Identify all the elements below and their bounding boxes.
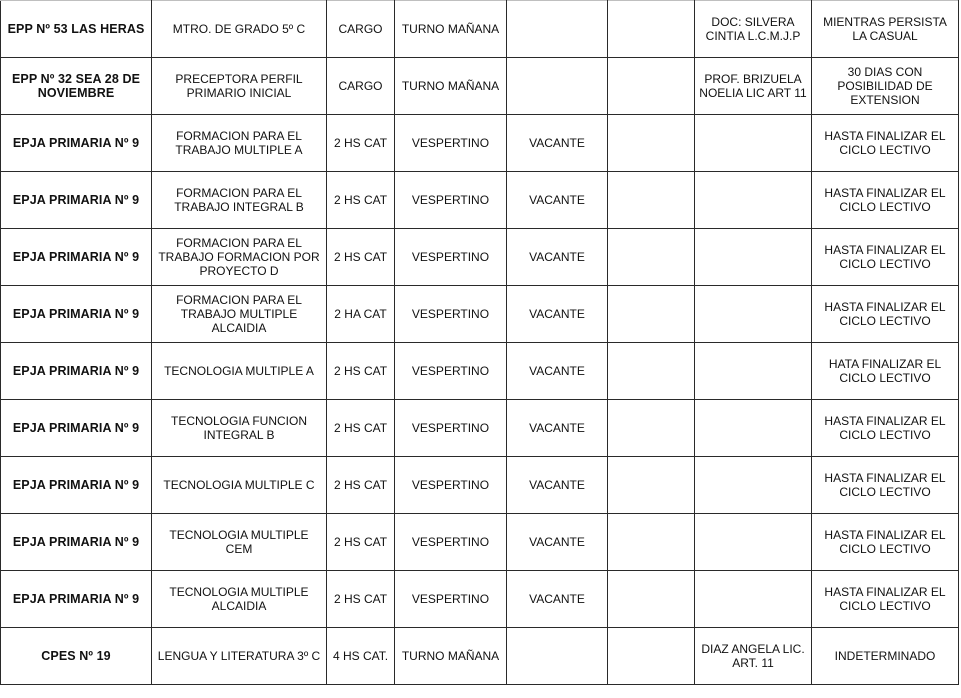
duration-cell: HASTA FINALIZAR EL CICLO LECTIVO bbox=[812, 457, 959, 514]
holder-cell: PROF. BRIZUELA NOELIA LIC ART 11 bbox=[695, 58, 812, 115]
school-cell: EPP Nº 32 SEA 28 DE NOVIEMBRE bbox=[1, 58, 152, 115]
status-cell bbox=[507, 1, 608, 58]
holder-cell bbox=[695, 571, 812, 628]
status-cell: VACANTE bbox=[507, 286, 608, 343]
shift-cell: TURNO MAÑANA bbox=[395, 1, 507, 58]
duration-cell: HATA FINALIZAR EL CICLO LECTIVO bbox=[812, 343, 959, 400]
extra-cell bbox=[608, 58, 695, 115]
school-cell: EPJA PRIMARIA Nº 9 bbox=[1, 514, 152, 571]
position-cell: FORMACION PARA EL TRABAJO INTEGRAL B bbox=[152, 172, 327, 229]
school-cell: EPJA PRIMARIA Nº 9 bbox=[1, 343, 152, 400]
type-cell: CARGO bbox=[327, 58, 395, 115]
holder-cell bbox=[695, 514, 812, 571]
shift-cell: VESPERTINO bbox=[395, 514, 507, 571]
extra-cell bbox=[608, 514, 695, 571]
holder-cell bbox=[695, 115, 812, 172]
holder-cell bbox=[695, 343, 812, 400]
extra-cell bbox=[608, 400, 695, 457]
table-row bbox=[1, 286, 959, 343]
table-row bbox=[1, 58, 959, 115]
type-cell: 2 HS CAT bbox=[327, 514, 395, 571]
shift-cell: VESPERTINO bbox=[395, 115, 507, 172]
shift-cell: VESPERTINO bbox=[395, 457, 507, 514]
status-cell bbox=[507, 58, 608, 115]
shift-cell: VESPERTINO bbox=[395, 172, 507, 229]
holder-cell: DIAZ ANGELA LIC. ART. 11 bbox=[695, 628, 812, 685]
status-cell: VACANTE bbox=[507, 343, 608, 400]
shift-cell: VESPERTINO bbox=[395, 400, 507, 457]
shift-cell: VESPERTINO bbox=[395, 343, 507, 400]
school-cell: EPJA PRIMARIA Nº 9 bbox=[1, 286, 152, 343]
holder-cell bbox=[695, 457, 812, 514]
position-cell: FORMACION PARA EL TRABAJO MULTIPLE ALCAIDIA bbox=[152, 286, 327, 343]
table-row bbox=[1, 1, 959, 58]
shift-cell: TURNO MAÑANA bbox=[395, 58, 507, 115]
type-cell: 2 HS CAT bbox=[327, 172, 395, 229]
extra-cell bbox=[608, 457, 695, 514]
duration-cell: INDETERMINADO bbox=[812, 628, 959, 685]
type-cell: 2 HS CAT bbox=[327, 229, 395, 286]
status-cell: VACANTE bbox=[507, 457, 608, 514]
holder-cell bbox=[695, 172, 812, 229]
school-cell: EPJA PRIMARIA Nº 9 bbox=[1, 229, 152, 286]
holder-cell bbox=[695, 286, 812, 343]
position-cell: FORMACION PARA EL TRABAJO MULTIPLE A bbox=[152, 115, 327, 172]
table-row bbox=[1, 514, 959, 571]
type-cell: 2 HA CAT bbox=[327, 286, 395, 343]
table-row bbox=[1, 229, 959, 286]
table-row bbox=[1, 571, 959, 628]
table-row bbox=[1, 400, 959, 457]
school-cell: EPJA PRIMARIA Nº 9 bbox=[1, 115, 152, 172]
duration-cell: 30 DIAS CON POSIBILIDAD DE EXTENSION bbox=[812, 58, 959, 115]
table-row bbox=[1, 172, 959, 229]
table-row bbox=[1, 115, 959, 172]
position-cell: TECNOLOGIA FUNCION INTEGRAL B bbox=[152, 400, 327, 457]
duration-cell: HASTA FINALIZAR EL CICLO LECTIVO bbox=[812, 286, 959, 343]
position-cell: TECNOLOGIA MULTIPLE C bbox=[152, 457, 327, 514]
extra-cell bbox=[608, 1, 695, 58]
school-cell: EPJA PRIMARIA Nº 9 bbox=[1, 400, 152, 457]
extra-cell bbox=[608, 172, 695, 229]
extra-cell bbox=[608, 571, 695, 628]
status-cell: VACANTE bbox=[507, 514, 608, 571]
type-cell: 2 HS CAT bbox=[327, 400, 395, 457]
shift-cell: TURNO MAÑANA bbox=[395, 628, 507, 685]
extra-cell bbox=[608, 628, 695, 685]
position-cell: TECNOLOGIA MULTIPLE CEM bbox=[152, 514, 327, 571]
extra-cell bbox=[608, 343, 695, 400]
duration-cell: HASTA FINALIZAR EL CICLO LECTIVO bbox=[812, 115, 959, 172]
status-cell: VACANTE bbox=[507, 571, 608, 628]
type-cell: 2 HS CAT bbox=[327, 571, 395, 628]
position-cell: PRECEPTORA PERFIL PRIMARIO INICIAL bbox=[152, 58, 327, 115]
shift-cell: VESPERTINO bbox=[395, 229, 507, 286]
extra-cell bbox=[608, 229, 695, 286]
school-cell: CPES Nº 19 bbox=[1, 628, 152, 685]
duration-cell: MIENTRAS PERSISTA LA CASUAL bbox=[812, 1, 959, 58]
duration-cell: HASTA FINALIZAR EL CICLO LECTIVO bbox=[812, 172, 959, 229]
position-cell: LENGUA Y LITERATURA 3º C bbox=[152, 628, 327, 685]
school-cell: EPJA PRIMARIA Nº 9 bbox=[1, 457, 152, 514]
duration-cell: HASTA FINALIZAR EL CICLO LECTIVO bbox=[812, 400, 959, 457]
status-cell bbox=[507, 628, 608, 685]
extra-cell bbox=[608, 286, 695, 343]
extra-cell bbox=[608, 115, 695, 172]
position-cell: FORMACION PARA EL TRABAJO FORMACION POR PROYECTO D bbox=[152, 229, 327, 286]
school-cell: EPP Nº 53 LAS HERAS bbox=[1, 1, 152, 58]
school-cell: EPJA PRIMARIA Nº 9 bbox=[1, 172, 152, 229]
status-cell: VACANTE bbox=[507, 229, 608, 286]
holder-cell: DOC: SILVERA CINTIA L.C.M.J.P bbox=[695, 1, 812, 58]
duration-cell: HASTA FINALIZAR EL CICLO LECTIVO bbox=[812, 229, 959, 286]
status-cell: VACANTE bbox=[507, 115, 608, 172]
type-cell: CARGO bbox=[327, 1, 395, 58]
shift-cell: VESPERTINO bbox=[395, 286, 507, 343]
holder-cell bbox=[695, 229, 812, 286]
duration-cell: HASTA FINALIZAR EL CICLO LECTIVO bbox=[812, 571, 959, 628]
type-cell: 4 HS CAT. bbox=[327, 628, 395, 685]
school-cell: EPJA PRIMARIA Nº 9 bbox=[1, 571, 152, 628]
table-row bbox=[1, 457, 959, 514]
table-row bbox=[1, 343, 959, 400]
status-cell: VACANTE bbox=[507, 400, 608, 457]
holder-cell bbox=[695, 400, 812, 457]
type-cell: 2 HS CAT bbox=[327, 457, 395, 514]
position-cell: MTRO. DE GRADO 5º C bbox=[152, 1, 327, 58]
shift-cell: VESPERTINO bbox=[395, 571, 507, 628]
duration-cell: HASTA FINALIZAR EL CICLO LECTIVO bbox=[812, 514, 959, 571]
table-row bbox=[1, 628, 959, 685]
position-cell: TECNOLOGIA MULTIPLE ALCAIDIA bbox=[152, 571, 327, 628]
type-cell: 2 HS CAT bbox=[327, 343, 395, 400]
type-cell: 2 HS CAT bbox=[327, 115, 395, 172]
position-cell: TECNOLOGIA MULTIPLE A bbox=[152, 343, 327, 400]
status-cell: VACANTE bbox=[507, 172, 608, 229]
